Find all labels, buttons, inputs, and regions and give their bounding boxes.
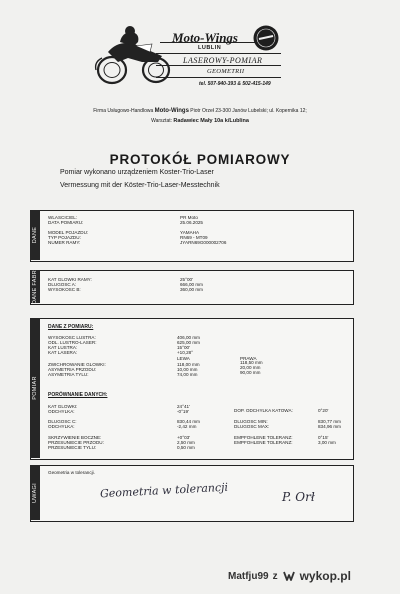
fabr-side-label: DANE FABR	[32, 269, 38, 304]
logo-tagline-2: GEOMETRII	[207, 68, 245, 75]
pomiar-values-3: 24°41' -0°19'	[177, 404, 190, 414]
company-info	[0, 108, 400, 114]
subtitle-pl: Pomiar wykonano urządzeniem Koster-Trio-Laser	[60, 169, 214, 176]
comparison-header: PORÓWNANIE DANYCH:	[48, 392, 108, 398]
quality-seal-icon	[252, 24, 280, 52]
logo-phones: tel. 507-940-393 & 502-415-149	[199, 81, 271, 87]
company-name: Moto-Wings	[154, 108, 189, 114]
subtitle-de: Vermessung mit der Köster-Trio-Laser-Messtechnik	[60, 182, 220, 189]
workshop-info	[0, 118, 400, 124]
footer-watermark	[228, 569, 351, 583]
tolerance-labels-3: EMPFOHLENE TOLERANZ: EMPFOHLENE TOLERANZ:	[234, 435, 293, 445]
logo-title: Moto-Wings	[172, 30, 238, 45]
footer-user: Matfju99	[228, 570, 269, 582]
tolerance-values-1: 0°20'	[318, 408, 329, 413]
pomiar-values-4: 830,44 mm -2,42 mm	[177, 419, 200, 429]
dane-labels: WLASCICIEL: DATA POMIARU: MODEL POJAZDU: TYP POJAZDU: NUMER RAMY:	[48, 215, 89, 245]
motorcycle-logo-icon	[88, 22, 178, 88]
footer-site: wykop.pl	[299, 569, 351, 583]
tolerance-labels-2: DLUGOSC MIN: DLUGOSC MAX:	[234, 419, 270, 429]
company-prefix: Firma Usługowo-Handlowa	[93, 108, 155, 114]
pomiar-labels-5: SKRZYWIENIE BOCZNE: PRZESUNIECIE PRZODU: PRZESUNIECIE TYLU:	[48, 435, 104, 450]
tolerance-values-3: 0°15' 3,00 mm	[318, 435, 336, 445]
lewa-values: 118,00 mm 10,00 mm 74,00 mm	[177, 362, 200, 377]
pomiar-labels-3: KAT GLOWKI: ODCHYLKA:	[48, 404, 78, 414]
fabr-labels: KAT GLOWKI RAMY: DLUGOSC A: WYSOKOSC B:	[48, 277, 92, 292]
lewa-header: LEWA	[177, 356, 190, 361]
pomiar-labels-1: WYSOKOSC LUSTRA: ODL. LUSTRO-LASER: KAT LUSTRA: KAT LASERA:	[48, 335, 97, 355]
tolerance-values-2: 830,77 mm 834,96 mm	[318, 419, 341, 429]
pomiar-labels-4: DLUGOSC C: ODCHYLKA:	[48, 419, 77, 429]
pomiar-side-label: POMIAR	[30, 318, 40, 458]
pomiar-labels-2: ZWICHROWANIE GLOWKI: ASYMETRIA PRZODU: ASYMETRIA TYLU:	[48, 362, 106, 377]
page-title: PROTOKÓŁ POMIAROWY	[109, 152, 291, 167]
pomiar-section-header: DANE Z POMIARU:	[48, 324, 94, 330]
handwritten-note: Geometria w tolerancji	[99, 480, 229, 501]
uwagi-text: Geometria w tolerancji.	[48, 470, 95, 475]
workshop-label: Warsztat:	[151, 118, 174, 124]
footer-separator: z	[272, 570, 278, 582]
logo-subtitle: LUBLIN	[198, 45, 222, 51]
tolerance-labels-1: DOP. ODCHYLKA KATOWA:	[234, 408, 293, 413]
workshop-address: Radawiec Mały 10a k/Lublina	[173, 118, 249, 124]
company-address: Piotr Orzeł 23-300 Janów Lubelski; ul. Kopernika 12;	[188, 108, 307, 114]
dane-side-label: DANE	[30, 210, 40, 260]
pomiar-values-1: 406,00 mm 625,00 mm 15°00' +10,28°	[177, 335, 200, 355]
wykop-logo-icon	[282, 569, 296, 583]
pomiar-values-5: +0°03' 2,50 mm 0,50 mm	[177, 435, 195, 450]
prawa-values: 118,50 mm 20,00 mm 90,00 mm	[240, 360, 263, 375]
prawa-header: PRAWA	[240, 356, 257, 361]
handwritten-signature: P. Orł	[282, 490, 315, 504]
uwagi-side-label: UWAGI	[30, 465, 40, 520]
dane-values: PR Moto 25.06.2025 YAMAHA RN69 - MT09 JYARN69G000002706	[180, 215, 227, 245]
logo-tagline: LASEROWY-POMIAR	[183, 56, 263, 65]
fabr-values: 25°00' 666,00 mm 360,00 mm	[180, 277, 203, 292]
